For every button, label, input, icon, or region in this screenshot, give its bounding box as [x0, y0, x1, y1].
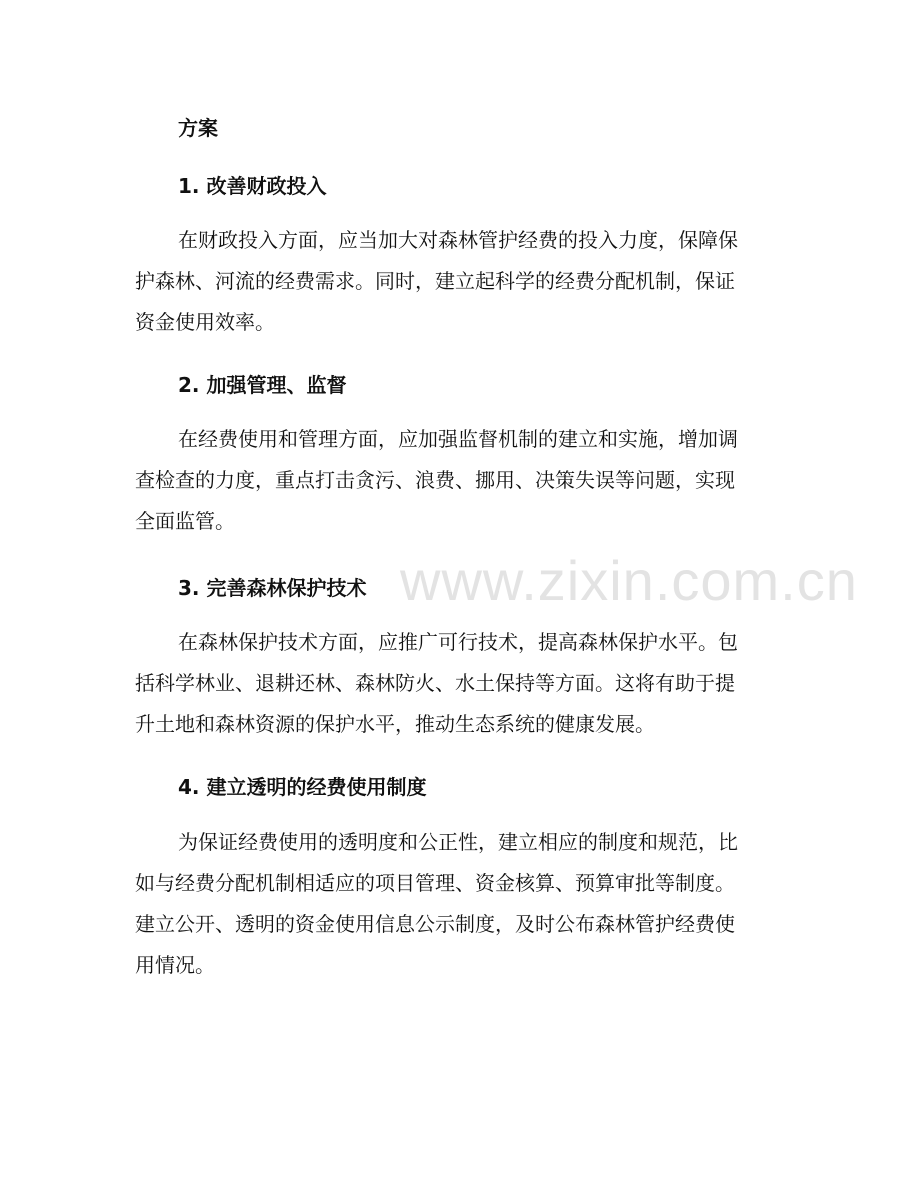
paragraph-line: 括科学林业、退耕还林、森林防火、水土保持等方面。这将有助于提 — [135, 671, 735, 695]
paragraph-line: 在经费使用和管理方面，应加强监督机制的建立和实施，增加调 — [178, 427, 738, 451]
paragraph-line: 用情况。 — [135, 953, 215, 977]
section-2-paragraph — [135, 419, 775, 542]
section-1-paragraph — [135, 220, 775, 343]
paragraph-line: 资金使用效率。 — [135, 310, 275, 334]
section-3-heading: 3. 完善森林保护技术 — [178, 576, 367, 600]
section-4-heading: 4. 建立透明的经费使用制度 — [178, 775, 427, 799]
paragraph-line: 为保证经费使用的透明度和公正性，建立相应的制度和规范，比 — [178, 830, 738, 854]
section-3-paragraph — [135, 622, 775, 745]
section-2-heading: 2. 加强管理、监督 — [178, 373, 347, 397]
watermark: www.zixin.com.cn — [400, 549, 858, 612]
document-title: 方案 — [178, 116, 218, 140]
paragraph-line: 护森林、河流的经费需求。同时，建立起科学的经费分配机制，保证 — [135, 269, 735, 293]
paragraph-line: 在财政投入方面，应当加大对森林管护经费的投入力度，保障保 — [178, 228, 738, 252]
paragraph-line: 建立公开、透明的资金使用信息公示制度，及时公布森林管护经费使 — [135, 912, 735, 936]
paragraph-line: 在森林保护技术方面，应推广可行技术，提高森林保护水平。包 — [178, 630, 738, 654]
paragraph-line: 升土地和森林资源的保护水平，推动生态系统的健康发展。 — [135, 712, 655, 736]
paragraph-line: 全面监管。 — [135, 509, 235, 533]
paragraph-line: 如与经费分配机制相适应的项目管理、资金核算、预算审批等制度。 — [135, 871, 735, 895]
section-4-paragraph — [135, 822, 775, 986]
section-1-heading: 1. 改善财政投入 — [178, 174, 327, 198]
paragraph-line: 查检查的力度，重点打击贪污、浪费、挪用、决策失误等问题，实现 — [135, 468, 735, 492]
